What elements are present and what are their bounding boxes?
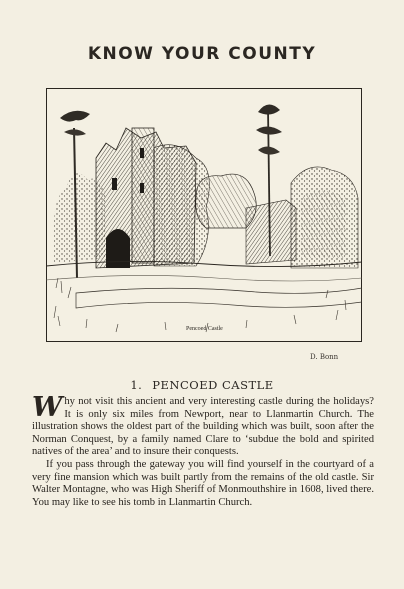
section-number: 1. [130,378,143,392]
page-heading: KNOW YOUR COUNTY [87,44,317,64]
drop-cap: W [32,392,63,423]
paragraph-2: If you pass through the gateway you will find yourself in the courtyard of a very fine mansion which was built partly from the remains of the old castle. Sir Walter Montagne, who was High Sheriff of Monmouthshire in 1608, lived there. You may like to see his tomb in Llanmartin Church. [32,458,374,508]
section-title [0,378,404,392]
illustration-caption: Pencoed Castle [186,326,223,332]
paragraph-1-text: hy not visit this ancient and very interesting castle during the holidays? It is only six miles from Newport, near to Llanmartin Church. The illustration shows the oldest part of the building which was built, soon after the Norman Conquest, by a family named Clare to ‘subdue the bold and spirited natives of the area’ and to insure their conquests. [32,396,374,458]
article-body [32,392,374,509]
paragraph-1 [32,392,374,459]
castle-illustration [46,88,362,342]
section-title-text: PENCOED CASTLE [152,378,274,392]
artist-credit: D. Bonn [310,353,339,361]
